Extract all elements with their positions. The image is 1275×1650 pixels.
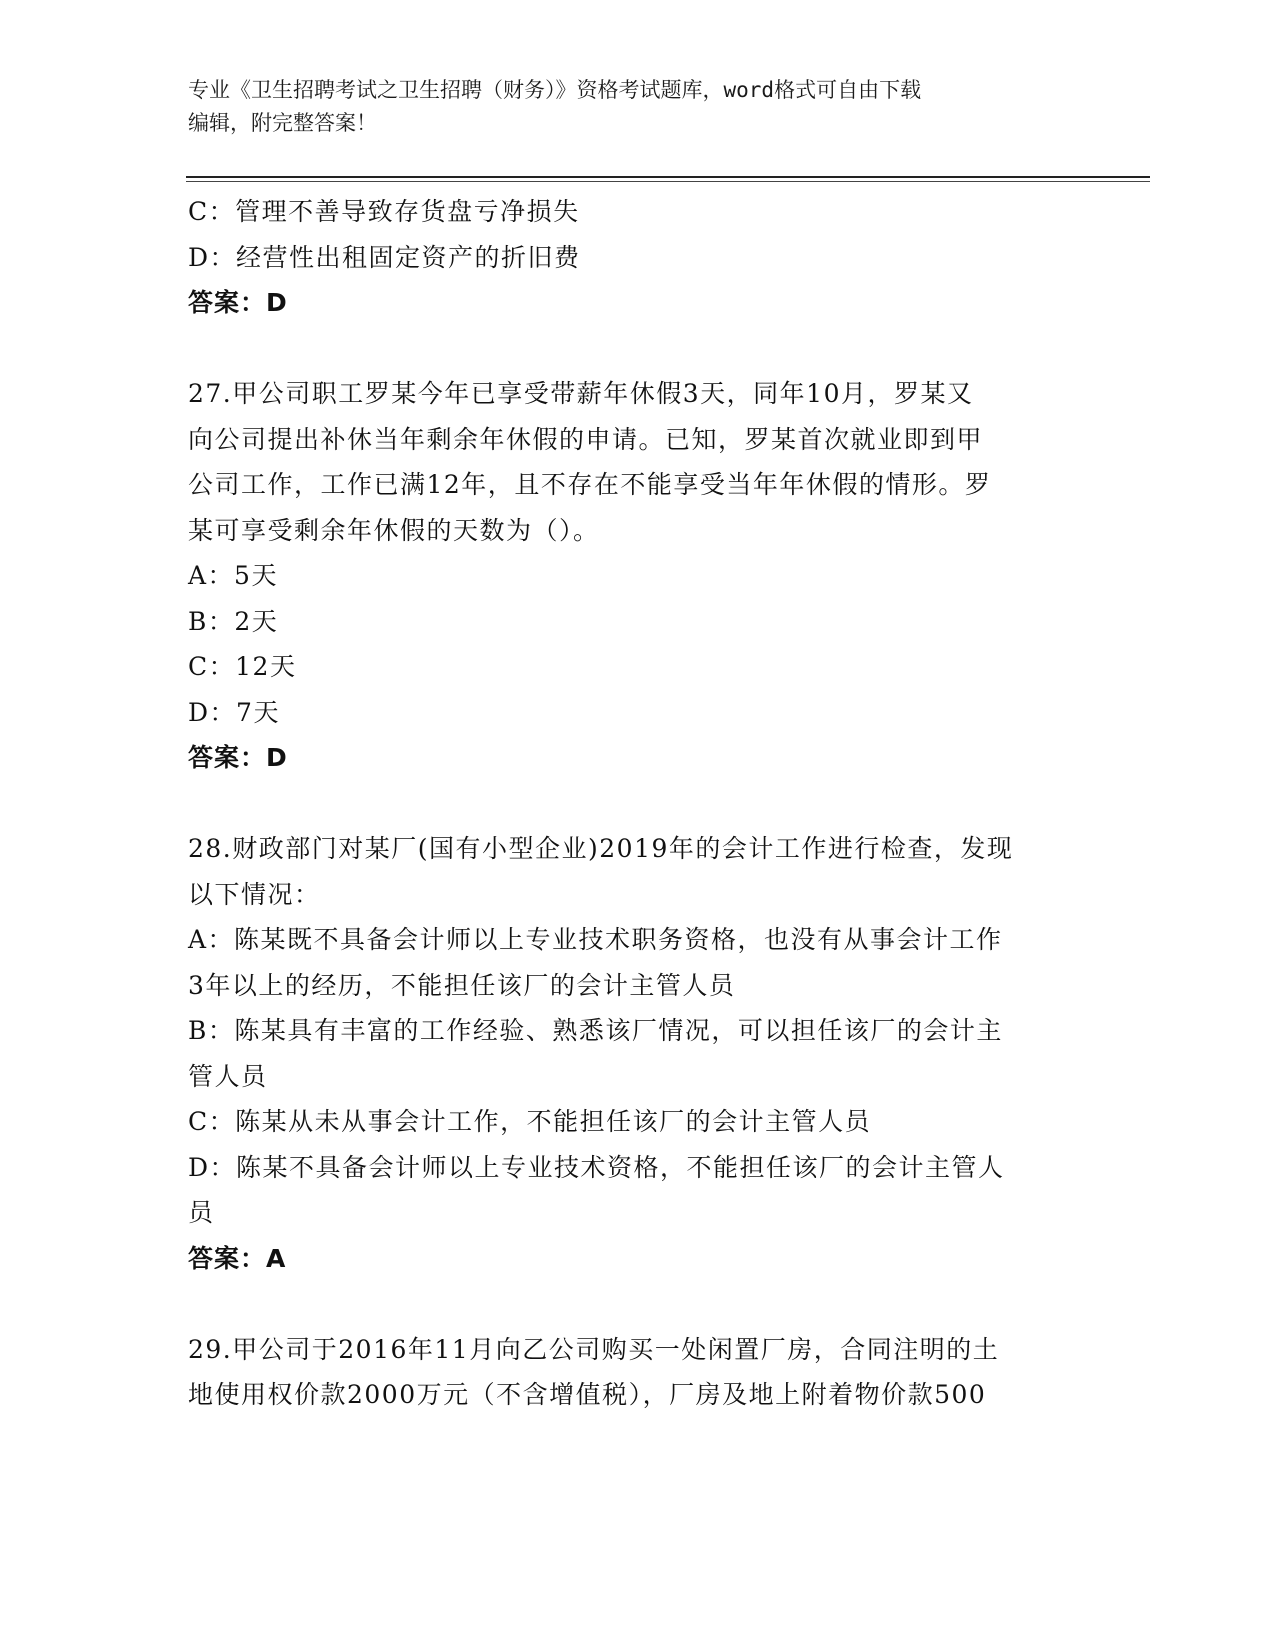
question-gap xyxy=(188,1281,1088,1327)
question-27-text-line-4: 某可享受剩余年休假的天数为（）。 xyxy=(188,515,600,545)
option-d: D：经营性出租固定资产的折旧费 xyxy=(188,242,581,272)
answer-label: 答案：A xyxy=(188,1243,287,1273)
document-header xyxy=(188,74,1088,140)
option-c: C：管理不善导致存货盘亏净损失 xyxy=(188,197,580,226)
question-28 xyxy=(188,826,1088,1281)
header-rule-thick xyxy=(186,176,1150,178)
header-title-line-1: 专业《卫生招聘考试之卫生招聘（财务）》资格考试题库，word格式可自由下载 xyxy=(188,78,922,102)
question-28-text-line-1: 28.财政部门对某厂(国有小型企业)2019年的会计工作进行检查，发现 xyxy=(188,834,1014,863)
option-a: A：5天 xyxy=(188,561,278,590)
option-b-line-2: 管人员 xyxy=(188,1061,268,1091)
header-rule-thin xyxy=(186,181,1150,182)
question-gap xyxy=(188,781,1088,827)
answer-label: 答案：D xyxy=(188,288,288,317)
question-27 xyxy=(188,371,1088,781)
question-27-text-line-3: 公司工作，工作已满12年，且不存在不能享受当年年休假的情形。罗 xyxy=(188,470,992,499)
option-d: D：7天 xyxy=(188,697,280,727)
question-28-text-line-2: 以下情况： xyxy=(188,879,321,909)
header-title-line-2: 编辑，附完整答案！ xyxy=(188,111,377,135)
question-27-text-line-2: 向公司提出补休当年剩余年休假的申请。已知，罗某首次就业即到甲 xyxy=(188,424,984,454)
question-29-text-line-2: 地使用权价款2000万元（不含增值税），厂房及地上附着物价款500 xyxy=(188,1380,987,1409)
option-d-line-1: D：陈某不具备会计师以上专业技术资格，不能担任该厂的会计主管人 xyxy=(188,1152,1005,1182)
option-d-line-2: 员 xyxy=(188,1198,215,1227)
option-c: C：陈某从未从事会计工作，不能担任该厂的会计主管人员 xyxy=(188,1107,872,1136)
answer-label: 答案：D xyxy=(188,743,288,772)
option-b: B：2天 xyxy=(188,606,279,636)
question-29-text-line-1: 29.甲公司于2016年11月向乙公司购买一处闲置厂房，合同注明的土 xyxy=(188,1334,1000,1364)
option-a-line-1: A：陈某既不具备会计师以上专业技术职务资格，也没有从事会计工作 xyxy=(188,925,1003,954)
question-gap xyxy=(188,326,1088,372)
option-c: C：12天 xyxy=(188,652,297,681)
option-b-line-1: B：陈某具有丰富的工作经验、熟悉该厂情况，可以担任该厂的会计主 xyxy=(188,1016,1003,1045)
question-27-text-line-1: 27.甲公司职工罗某今年已享受带薪年休假3天，同年10月，罗某又 xyxy=(188,379,974,408)
option-a-line-2: 3年以上的经历，不能担任该厂的会计主管人员 xyxy=(188,970,736,1000)
questions-content xyxy=(188,189,1088,1418)
question-29 xyxy=(188,1327,1088,1418)
question-26-tail xyxy=(188,189,1088,326)
